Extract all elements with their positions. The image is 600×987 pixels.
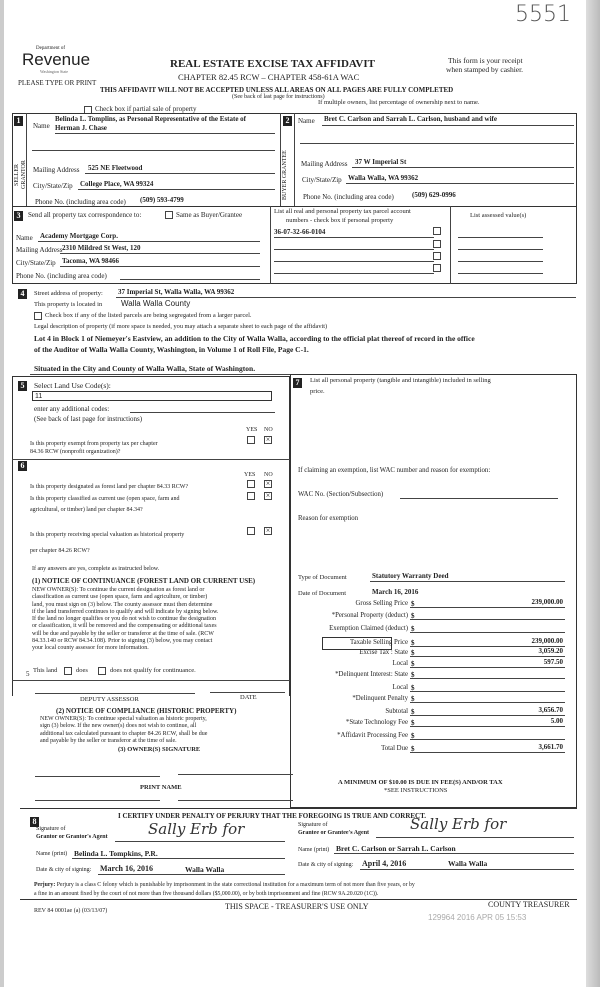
seller-address-label: Mailing Address	[33, 166, 80, 174]
tax-row-label: Local	[392, 684, 408, 691]
grantor-date-value[interactable]: March 16, 2016	[100, 864, 153, 873]
buyer-city-label: City/State/Zip	[302, 176, 342, 184]
historic-question-1: Is this property receiving special valuation as historical property	[30, 532, 185, 538]
doc-type-label: Type of Document	[298, 574, 347, 581]
tax-row-label: Taxable Selling Price	[349, 639, 408, 646]
parcel-number[interactable]: 36-07-32-66-0104	[274, 228, 326, 236]
dollar-sign: $	[411, 708, 415, 716]
yes-header: YES	[246, 427, 258, 433]
margin-mark: 5	[26, 670, 30, 678]
tax-row-label: Gross Selling Price	[355, 600, 408, 607]
notice-compliance-line: sign (3) below. If the new owner(s) does not wish to continue, all	[40, 723, 197, 730]
grantee-date-label: Date & city of signing:	[298, 862, 354, 868]
assessed-value-header: List assessed value(s)	[470, 212, 527, 219]
logo-name: Revenue	[22, 50, 91, 69]
grantee-city-value[interactable]: Walla Walla	[448, 859, 488, 868]
certify-statement: I CERTIFY UNDER PENALTY OF PERJURY THAT THE FOREGOING IS TRUE AND CORRECT.	[118, 812, 427, 820]
forest-question: Is this property designated as forest land per chapter 84.33 RCW?	[30, 484, 189, 490]
dollar-sign: $	[411, 719, 415, 727]
seller-name-label: Name	[33, 122, 50, 130]
tax-row-value[interactable]: 239,000.00	[531, 598, 563, 606]
notice-continuance-line: if the land transferred continues to qualify and will indicate by signing below.	[32, 608, 219, 615]
grantor-agent-label: Grantor or Grantor's Agent	[36, 834, 108, 840]
qualifies-checkbox[interactable]	[64, 667, 72, 675]
seller-name-line2[interactable]: Herman J. Chase	[55, 124, 107, 132]
legal-description-line1[interactable]: Lot 4 in Block 1 of Niemeyer's Eastview, an addition to the City of Walla Walla, according to the official plat thereof of record in the office	[34, 334, 475, 343]
dollar-sign: $	[411, 649, 415, 657]
historic-yes-checkbox[interactable]	[247, 527, 255, 535]
multiple-owners-note: If multiple owners, list percentage of ownership next to name.	[318, 99, 480, 106]
receipt-line1: This form is your receipt	[448, 56, 523, 65]
seller-address-value[interactable]: 525 NE Fleetwood	[88, 164, 143, 172]
notice-continuance-line: land, you must sign on (3) below. The county assessor must then determine	[32, 601, 213, 608]
same-as-buyer-label: Same as Buyer/Grantee	[176, 211, 243, 219]
grantor-signature-of: Signature of	[36, 826, 66, 832]
seller-side-label: SELLER GRANTOR	[14, 160, 27, 190]
see-back: (See back of last page for instructions)	[232, 94, 325, 100]
personal-property-label-2: price.	[310, 388, 325, 395]
county-treasurer-label: COUNTY TREASURER	[488, 900, 570, 909]
parcel-header-1: List all real and personal property tax parcel account	[274, 208, 411, 215]
dollar-sign: $	[411, 745, 415, 753]
section-number-3: 3	[14, 211, 23, 221]
current-use-yes-checkbox[interactable]	[247, 492, 255, 500]
tax-row-value[interactable]: 3,656.70	[538, 706, 563, 714]
tax-row-value[interactable]: 5.00	[550, 717, 563, 725]
grantee-date-value[interactable]: April 4, 2016	[362, 859, 407, 868]
section-number-1: 1	[14, 116, 23, 126]
same-as-buyer-checkbox[interactable]	[165, 211, 173, 219]
doc-date-label: Date of Document	[298, 590, 347, 597]
segregated-checkbox[interactable]	[34, 312, 42, 320]
seller-city-value[interactable]: College Place, WA 99324	[80, 180, 154, 188]
wac-label: WAC No. (Section/Subsection)	[298, 491, 384, 498]
grantee-name-value[interactable]: Bret C. Carlson or Sarrah L. Carlson	[336, 844, 456, 853]
seller-city-label: City/State/Zip	[33, 182, 73, 190]
buyer-address-label: Mailing Address	[301, 160, 348, 168]
reason-label: Reason for exemption	[298, 515, 359, 522]
form-revision: REV 84 0001ae (a) (03/13/07)	[34, 908, 108, 914]
no-header: NO	[264, 472, 273, 478]
notice-continuance-text	[32, 587, 218, 653]
notice-compliance-line: NEW OWNER(S): To continue special valuation as historic property,	[40, 716, 207, 722]
section-number-7: 7	[293, 378, 302, 388]
dollar-sign: $	[411, 732, 415, 740]
yes-header: YES	[244, 472, 256, 478]
buyer-phone-value[interactable]: (509) 629-0996	[412, 191, 456, 199]
tax-row-label: *State Technology Fee	[345, 719, 408, 726]
receipt-line2: when stamped by cashier.	[446, 65, 524, 74]
scan-edge-left	[0, 0, 4, 987]
tax-row-label: *Personal Property (deduct)	[331, 612, 408, 619]
tax-row-label: *Delinquent Penalty	[352, 695, 408, 702]
assessor-date-label: DATE	[240, 694, 257, 701]
buyer-name-label: Name	[298, 117, 315, 125]
buyer-side-label: BUYER GRANTEE	[282, 150, 288, 200]
grantor-date-label: Date & city of signing:	[36, 867, 92, 873]
tax-row-value[interactable]: 239,000.00	[531, 637, 563, 645]
logo-line3: Washington State	[40, 69, 69, 74]
historic-no-checkbox[interactable]: ×	[265, 526, 271, 535]
current-use-question-1: Is this property classified as current use (open space, farm and	[30, 496, 180, 502]
if-yes-note: If any answers are yes, complete as instructed below.	[32, 566, 160, 572]
notice-continuance-line: your local county assessor for more information.	[32, 645, 149, 652]
parcel-header-2: numbers - check box if personal property	[286, 217, 394, 224]
send-correspondence-label: Send all property tax correspondence to:	[28, 211, 142, 219]
tax-row-value[interactable]: 597.50	[543, 658, 563, 666]
notice-continuance-line: will be due and payable by the seller or transferor at the time of sale. (RCW	[32, 630, 214, 637]
tax-row-label: *Affidavit Processing Fee	[337, 732, 408, 739]
handwritten-number: 5551	[515, 2, 571, 27]
no-header: NO	[264, 427, 273, 433]
grantee-signature-of: Signature of	[298, 822, 328, 828]
section-number-4: 4	[18, 289, 27, 299]
form-title: REAL ESTATE EXCISE TAX AFFIDAVIT	[170, 58, 375, 70]
doc-date-value[interactable]: March 16, 2016	[372, 588, 419, 596]
personal-property-label-1: List all personal property (tangible and intangible) included in selling	[310, 377, 491, 384]
chapter-line: CHAPTER 82.45 RCW – CHAPTER 458-61A WAC	[178, 72, 360, 82]
grantor-signature[interactable]: Sally Erb for	[148, 820, 245, 838]
grantor-name-value[interactable]: Belinda L. Tompkins, P.R.	[74, 849, 158, 858]
logo-line1: Department of	[36, 46, 66, 51]
correspondence-address-value[interactable]: 2310 Mildred St West, 120	[62, 244, 141, 252]
buyer-name-value[interactable]: Bret C. Carlson and Sarrah L. Carlson, husband and wife	[324, 115, 497, 123]
tax-row-label: Subtotal	[385, 708, 408, 715]
land-use-code: 11	[35, 393, 43, 400]
personal-property-checkbox[interactable]	[433, 264, 441, 272]
section-number-2: 2	[283, 116, 292, 126]
notice-continuance-line: NEW OWNER(S): To continue the current designation as forest land or	[32, 587, 205, 593]
notice-continuance-line: classification as current use (open space, farm and agriculture, or timber)	[32, 594, 208, 601]
located-label: This property is located in	[34, 301, 103, 308]
additional-codes-label: enter any additional codes:	[34, 405, 110, 413]
county-value[interactable]: Walla Walla County	[121, 299, 191, 308]
see-instructions-note: *SEE INSTRUCTIONS	[384, 787, 448, 794]
exemption-label: If claiming an exemption, list WAC number and reason for exemption:	[298, 467, 491, 474]
dollar-sign: $	[411, 660, 415, 668]
forest-yes-checkbox[interactable]	[247, 480, 255, 488]
does-not-qualify-checkbox[interactable]	[98, 667, 106, 675]
exempt-yes-checkbox[interactable]	[247, 436, 255, 444]
dollar-sign: $	[411, 695, 415, 703]
grantor-name-label: Name (print)	[36, 851, 68, 857]
personal-property-checkbox[interactable]	[433, 227, 441, 235]
current-use-no-checkbox[interactable]: ×	[265, 491, 271, 500]
land-use-label: Select Land Use Code(s):	[34, 381, 111, 390]
notice-compliance-text	[40, 716, 207, 745]
treasurer-space-label: THIS SPACE - TREASURER'S USE ONLY	[225, 902, 369, 911]
does-label: does	[76, 667, 88, 674]
section-number-8: 8	[30, 817, 39, 827]
dollar-sign: $	[411, 639, 415, 647]
seller-phone-label: Phone No. (including area code)	[35, 198, 126, 206]
buyer-address-value[interactable]: 37 W Imperial St	[355, 158, 407, 166]
section-number-5: 5	[18, 381, 27, 391]
correspondence-name-label: Name	[16, 234, 33, 242]
tax-row-label: Local	[392, 660, 408, 667]
notice-continuance-line: If the land no longer qualifies or you do not wish to continue the designation	[32, 616, 216, 623]
notice-compliance-title: (2) NOTICE OF COMPLIANCE (HISTORIC PROPERTY)	[56, 707, 237, 715]
owner-signature-title: (3) OWNER(S) SIGNATURE	[118, 746, 201, 753]
does-not-label: does not qualify for continuance.	[110, 667, 196, 674]
notice-continuance-line: or classification, it will be removed and the compensating or additional taxes	[32, 623, 217, 630]
section-number-6: 6	[18, 461, 27, 471]
notice-continuance-line: 84.33.140 or RCW 84.34.108). Prior to signing (3) below, you may contact	[32, 638, 213, 645]
forest-no-checkbox[interactable]: ×	[265, 479, 271, 488]
correspondence-city-label: City/State/Zip	[16, 259, 56, 267]
legal-description-label: Legal description of property (if more space is needed, you may attach a separate sheet to each page of the affidavit)	[34, 323, 328, 330]
dollar-sign: $	[411, 600, 415, 608]
print-name-label: PRINT NAME	[140, 784, 182, 791]
perjury-text-2: a fine in an amount fixed by the court of not more than five thousand dollars ($5,000.00), or by both imprisonment and fine (RCW 9A.20.020 (1C)).	[34, 891, 379, 897]
notice-compliance-line: and payable by the seller or transferor at the time of sale.	[40, 737, 177, 744]
perjury-label: Perjury:	[34, 882, 56, 888]
see-back-instructions: (See back of last page for instructions)	[34, 415, 143, 423]
seller-name-line1[interactable]: Belinda L. Tomplins, as Personal Representative of the Estate of	[55, 115, 247, 123]
correspondence-phone-label: Phone No. (including area code)	[16, 272, 107, 280]
personal-property-checkbox[interactable]	[433, 240, 441, 248]
treasurer-stamp: 129964 2016 APR 05 15:53	[428, 913, 527, 922]
street-address-label: Street address of property:	[34, 290, 103, 297]
tax-row-label: *Delinquent Interest: State	[335, 671, 408, 678]
exempt-question-1: Is this property exempt from property tax per chapter	[30, 441, 158, 447]
deputy-assessor-label: DEPUTY ASSESSOR	[80, 696, 139, 703]
scan-edge-right	[586, 0, 600, 987]
grantee-agent-label: Grantee or Grantee's Agent	[298, 830, 370, 836]
tax-row-label: Excise Tax : State	[359, 649, 408, 656]
tax-row-label: Total Due	[381, 745, 408, 752]
dollar-sign: $	[411, 612, 415, 620]
exempt-question-2: 84.36 RCW (nonprofit organization)?	[30, 449, 121, 455]
tax-row-value[interactable]: 3,059.20	[538, 647, 563, 655]
grantee-name-label: Name (print)	[298, 847, 330, 853]
buyer-phone-label: Phone No. (including area code)	[303, 193, 394, 201]
street-address-value[interactable]: 37 Imperial St, Walla Walla, WA 99362	[118, 288, 235, 296]
segregated-label: Check box if any of the listed parcels are being segregated from a larger parcel.	[45, 312, 252, 319]
land-use-select[interactable]	[32, 391, 272, 401]
situated-line[interactable]: Situated in the City and County of Walla Walla, State of Washington.	[34, 364, 256, 373]
exempt-no-checkbox[interactable]: ×	[265, 435, 271, 444]
dollar-sign: $	[411, 625, 415, 633]
tax-row-label: Exemption Claimed (deduct)	[329, 625, 408, 632]
minimum-due-note: A MINIMUM OF $10.00 IS DUE IN FEE(S) AND/OR TAX	[338, 779, 503, 786]
grantor-city-value[interactable]: Walla Walla	[185, 865, 225, 874]
buyer-city-value[interactable]: Walla Walla, WA 99362	[348, 174, 419, 182]
doc-type-value[interactable]: Statutory Warranty Deed	[372, 572, 449, 580]
seller-phone-value[interactable]: (509) 593-4799	[140, 196, 184, 204]
correspondence-name-value[interactable]: Academy Mortgage Corp.	[40, 232, 118, 240]
current-use-question-2: agricultural, or timber) land per chapter 84.34?	[30, 507, 143, 513]
dollar-sign: $	[411, 684, 415, 692]
perjury-text-1: Perjury is a class C felony which is punishable by imprisonment in the state correctional institution for a maximum term of not more than five years, or by	[56, 882, 415, 888]
this-land-label: This land	[33, 667, 58, 674]
dollar-sign: $	[411, 671, 415, 679]
personal-property-checkbox[interactable]	[433, 252, 441, 260]
please-type: PLEASE TYPE OR PRINT	[18, 79, 97, 87]
legal-description-line2[interactable]: of the Auditor of Walla Walla County, Washington, in Volume 1 of Roll File, Page C-1.	[34, 345, 309, 354]
notice-continuance-title: (1) NOTICE OF CONTINUANCE (FOREST LAND OR CURRENT USE)	[32, 577, 256, 585]
historic-question-2: per chapter 84.26 RCW?	[30, 548, 90, 554]
warning-line: THIS AFFIDAVIT WILL NOT BE ACCEPTED UNLESS ALL AREAS ON ALL PAGES ARE FULLY COMPLETED	[100, 86, 454, 94]
notice-compliance-line: additional tax calculated pursuant to chapter 84.26 RCW, shall be due	[40, 730, 208, 737]
grantee-signature[interactable]: Sally Erb for	[410, 815, 507, 833]
partial-sale-label: Check box if partial sale of property	[95, 105, 197, 113]
tax-row-value[interactable]: 3,661.70	[538, 743, 563, 751]
correspondence-address-label: Mailing Address	[16, 246, 63, 254]
correspondence-city-value[interactable]: Tacoma, WA 98466	[62, 257, 119, 265]
